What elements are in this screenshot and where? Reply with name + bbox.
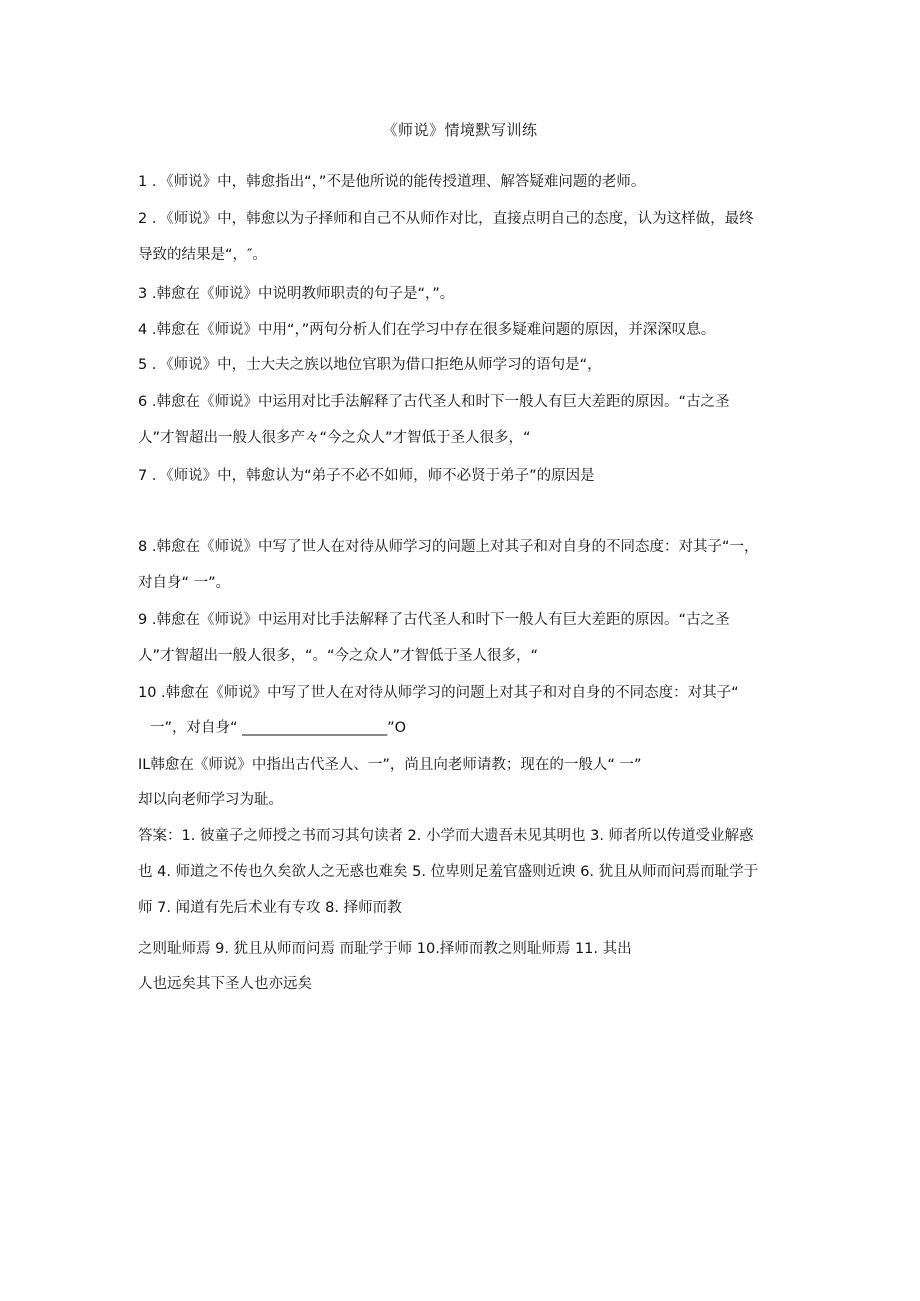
answers-line-1: 答案：1. 彼童子之师授之书而习其句读者 2. 小学而大遗吾未见其明也 3. 师者所以传道受业解惑 (138, 828, 754, 844)
question-8: 8 .韩愈在《师说》中写了世人在对待从师学习的问题上对其子和对自身的不同态度：对其子“一， (138, 539, 759, 555)
answers-line-2: 也 4. 师道之不传也久矣欲人之无惑也难矣 5. 位卑则足羞官盛则近谀 6. 犹且从师而问焉而耻学于 (138, 864, 759, 880)
question-10: 10 .韩愈在《师说》中写了世人在对待从师学习的问题上对其子和对自身的不同态度：对其子“ (138, 685, 739, 701)
question-9: 9 .韩愈在《师说》中运用对比手法解释了古代圣人和时下一般人有巨大差距的原因。“古之圣 (138, 612, 730, 628)
question-5: 5 ．《师说》中，士大夫之族以地位官职为借口拒绝从师学习的语句是“， (138, 357, 602, 373)
question-6: 6 .韩愈在《师说》中运用对比手法解释了古代圣人和时下一般人有巨大差距的原因。“古之圣 (138, 394, 730, 410)
question-3: 3 .韩愈在《师说》中说明教师职责的句子是“，”。 (138, 286, 455, 302)
question-7: 7 ．《师说》中，韩愈认为“弟子不必不如师，师不必贤于弟子”的原因是 (138, 468, 595, 484)
question-4: 4 .韩愈在《师说》中用“，”两句分析人们在学习中存在很多疑难问题的原因，并深深叹息。 (138, 322, 716, 338)
question-9-continued: 人”才智超出一般人很多，“。“今之众人”才智低于圣人很多，“ (138, 648, 539, 664)
question-11-continued: 却以向老师学习为耻。 (138, 792, 283, 808)
question-6-continued: 人”才智超出一般人很多产々“今之众人”才智低于圣人很多，“ (138, 430, 531, 446)
question-11: IL韩愈在《师说》中指出古代圣人、一”，尚且向老师请教；现在的一般人“ 一” (138, 757, 642, 773)
answers-line-5: 人也远矣其下圣人也亦远矣 (138, 976, 312, 992)
question-10-continued: 一”，对自身“ ____________________”O (150, 720, 407, 736)
answers-line-3: 师 7. 闻道有先后术业有专攻 8. 择师而教 (138, 900, 402, 916)
answers-line-4: 之则耻师焉 9. 犹且从师而问焉 而耻学于师 10.择师而教之则耻师焉 11. 其出 (138, 941, 632, 957)
document-title: 《师说》情境默写训练 (382, 121, 538, 139)
question-8-continued: 对自身“ 一”。 (138, 575, 231, 591)
question-2-continued: 导致的结果是“，″。 (138, 247, 267, 263)
question-1: 1 ．《师说》中，韩愈指出“，”不是他所说的能传授道理、解答疑难问题的老师。 (138, 174, 646, 190)
question-2: 2 ．《师说》中，韩愈以为子择师和自己不从师作对比，直接点明自己的态度，认为这样做，最终 (138, 211, 754, 227)
